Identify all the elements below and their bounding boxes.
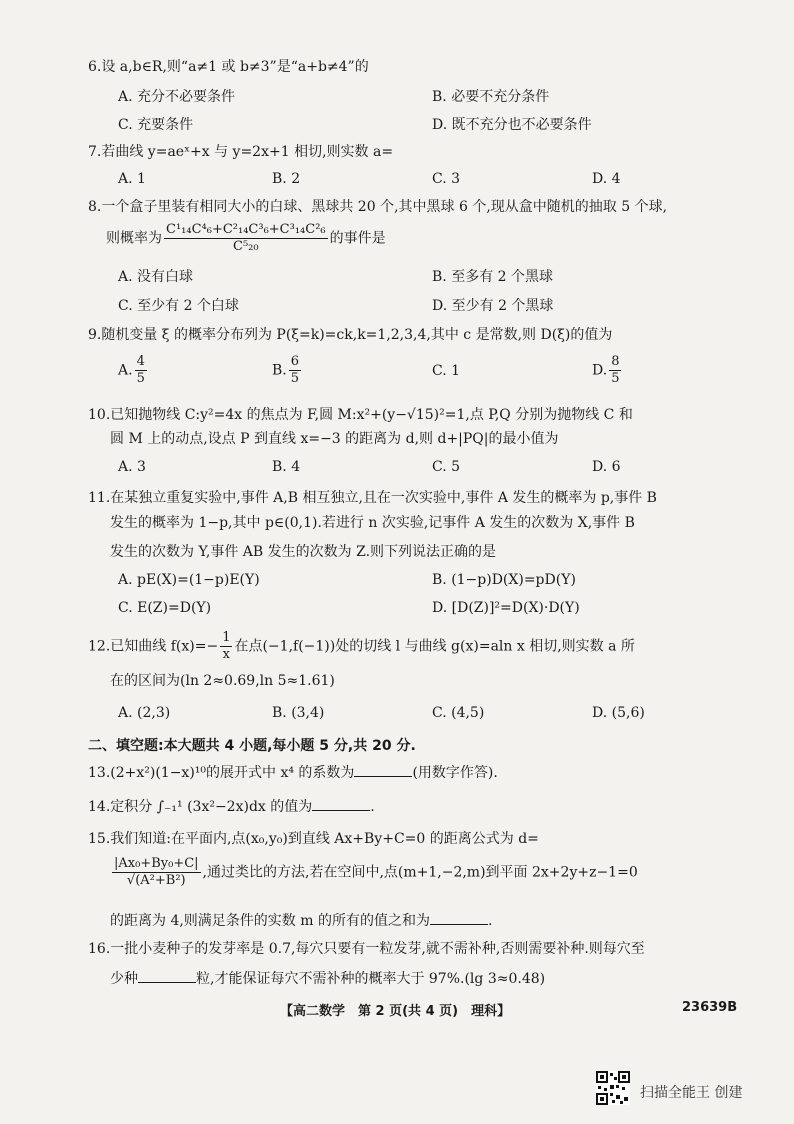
q16-stem-prefix: 少种 (110, 971, 138, 987)
question-6-stem: 6.设 a,b∈R,则“a≠1 或 b≠3”是“a+b≠4”的 (88, 59, 369, 75)
q9-option-d-den: 5 (611, 371, 620, 386)
question-15-stem-line2 (110, 856, 638, 889)
q14-stem-suffix: . (370, 799, 375, 815)
q15-stem-line3-suffix: . (487, 913, 493, 929)
q9-option-b (272, 354, 303, 387)
q8-fraction-numerator: C¹₁₄C⁴₆+C²₁₄C³₆+C³₁₄C²₆ (166, 222, 326, 237)
q11-option-d: D. [D(Z)]²=D(X)·D(Y) (432, 600, 580, 616)
q11-option-c: C. E(Z)=D(Y) (118, 600, 212, 616)
q10-option-d: D. 6 (592, 459, 621, 475)
q7-option-c: C. 3 (432, 171, 461, 187)
q9-option-d-label: D. (592, 362, 608, 379)
question-10-stem: 10.已知抛物线 C:y²=4x 的焦点为 F,圆 M:x²+(y−√15)²=1,点 P,Q 分别为抛物线 C 和 (88, 407, 633, 423)
question-15-stem-line3 (110, 910, 492, 930)
q9-option-a-label: A. (118, 362, 133, 379)
q8-option-b: B. 至多有 2 个黑球 (432, 269, 553, 285)
q12-stem-prefix: 12.已知曲线 f(x)=− (88, 638, 219, 655)
q11-option-a: A. pE(X)=(1−p)E(Y) (118, 572, 260, 588)
q10-option-a: A. 3 (118, 459, 146, 475)
q16-answer-blank[interactable] (138, 968, 196, 983)
q9-option-b-label: B. (272, 362, 287, 379)
q6-option-a: A. 充分不必要条件 (118, 89, 236, 105)
page-footer: 【高二数学 第 2 页(共 4 页) 理科】 (280, 1004, 511, 1019)
question-12-stem-line2: 在的区间为(ln 2≈0.69,ln 5≈1.61) (110, 673, 335, 689)
q9-option-b-den: 5 (290, 371, 300, 386)
q13-stem: 13.(2+x²)(1−x)¹⁰的展开式中 x⁴ 的系数为 (88, 765, 355, 781)
q8-fraction-denominator: C⁵₂₀ (233, 239, 259, 254)
q15-stem-line3-text: 的距离为 4,则满足条件的实数 m 的所有的值之和为 (110, 913, 430, 929)
q6-option-b: B. 必要不充分条件 (432, 89, 550, 105)
question-13 (88, 762, 498, 782)
q15-answer-blank[interactable] (430, 910, 488, 925)
q13-stem-suffix: (用数字作答). (412, 765, 498, 781)
question-11-stem-line2: 发生的概率为 1−p,其中 p∈(0,1).若进行 n 次实验,记事件 A 发生的次数为 X,事件 B (110, 515, 635, 531)
q8-stem-suffix: 的事件是 (329, 230, 386, 247)
q8-option-d: D. 至少有 2 个黑球 (432, 298, 554, 314)
q15-distance-fraction (112, 856, 201, 889)
q9-option-c: C. 1 (432, 363, 461, 379)
q9-option-a-fraction (135, 354, 147, 387)
q6-option-c: C. 充要条件 (118, 117, 194, 133)
scanner-watermark: 扫描全能王 创建 (640, 1085, 743, 1101)
section-header-fill-in: 二、填空题:本大题共 4 小题,每小题 5 分,共 20 分. (88, 738, 416, 754)
q16-stem-suffix: 粒,才能保证每穴不需补种的概率大于 97%.(lg 3≈0.48) (196, 971, 546, 987)
question-11-stem-line3: 发生的次数为 Y,事件 AB 发生的次数为 Z.则下列说法正确的是 (110, 544, 497, 560)
q6-option-d: D. 既不充分也不必要条件 (432, 117, 592, 133)
q8-stem-prefix: 则概率为 (106, 230, 162, 247)
q8-option-c: C. 至少有 2 个白球 (118, 298, 239, 314)
q7-option-b: B. 2 (272, 171, 301, 187)
question-16-stem-line2 (110, 968, 545, 988)
q12-option-c: C. (4,5) (432, 705, 485, 721)
q14-stem: 14.定积分 ∫₋₁¹ (3x²−2x)dx 的值为 (88, 799, 313, 815)
question-14 (88, 796, 375, 816)
question-11-stem: 11.在某独立重复实验中,事件 A,B 相互独立,且在一次实验中,事件 A 发生的概率为 p,事件 B (88, 490, 657, 506)
q7-option-d: D. 4 (592, 171, 621, 187)
q12-fraction (220, 630, 232, 663)
q9-option-b-num: 6 (290, 354, 300, 369)
question-8-stem: 8.一个盒子里装有相同大小的白球、黑球共 20 个,其中黑球 6 个,现从盒中随机的抽取 5 个球, (88, 199, 668, 215)
q12-fraction-num: 1 (222, 630, 231, 645)
q7-option-a: A. 1 (118, 171, 146, 187)
q13-answer-blank[interactable] (354, 762, 412, 777)
q9-option-d (592, 354, 623, 387)
question-8-stem-line2 (106, 222, 386, 255)
question-10-stem-line2: 圆 M 上的动点,设点 P 到直线 x=−3 的距离为 d,则 d+|PQ|的最小值为 (110, 431, 559, 447)
q14-answer-blank[interactable] (312, 796, 370, 811)
q12-stem-suffix: 在点(−1,f(−1))处的切线 l 与曲线 g(x)=aln x 相切,则实数 a 所 (234, 638, 635, 655)
q10-option-c: C. 5 (432, 459, 461, 475)
q9-option-a-den: 5 (136, 371, 145, 386)
q9-option-a (118, 354, 149, 387)
question-15-stem: 15.我们知道:在平面内,点(x₀,y₀)到直线 Ax+By+C=0 的距离公式为 d= (88, 831, 539, 847)
q10-option-b: B. 4 (272, 459, 301, 475)
q9-option-d-num: 8 (611, 354, 620, 369)
q12-option-a: A. (2,3) (118, 705, 171, 721)
q15-stem-line2-text: ,通过类比的方法,若在空间中,点(m+1,−2,m)到平面 2x+2y+z−1=0 (202, 864, 638, 881)
paper-code: 23639B (682, 1000, 738, 1015)
q15-fraction-den: √(A²+B²) (126, 873, 186, 888)
question-9-stem: 9.随机变量 ξ 的概率分布列为 P(ξ=k)=ck,k=1,2,3,4,其中 c 是常数,则 D(ξ)的值为 (88, 327, 613, 343)
q8-option-a: A. 没有白球 (118, 269, 194, 285)
q9-option-a-num: 4 (136, 354, 145, 369)
question-12-stem (88, 630, 635, 663)
q12-option-b: B. (3,4) (272, 705, 325, 721)
q9-option-d-fraction (609, 354, 621, 387)
q9-option-b-fraction (289, 354, 301, 387)
question-16-stem: 16.一批小麦种子的发芽率是 0.7,每穴只要有一粒发芽,就不需补种,否则需要补种.则每穴至 (88, 941, 645, 957)
q8-probability-fraction (164, 222, 328, 255)
q12-fraction-den: x (222, 647, 230, 662)
q15-fraction-num: |Ax₀+By₀+C| (114, 856, 199, 871)
qr-code-icon (596, 1071, 630, 1105)
q12-option-d: D. (5,6) (592, 705, 645, 721)
q11-option-b: B. (1−p)D(X)=pD(Y) (432, 572, 576, 588)
question-7-stem: 7.若曲线 y=aeˣ+x 与 y=2x+1 相切,则实数 a= (88, 144, 394, 160)
